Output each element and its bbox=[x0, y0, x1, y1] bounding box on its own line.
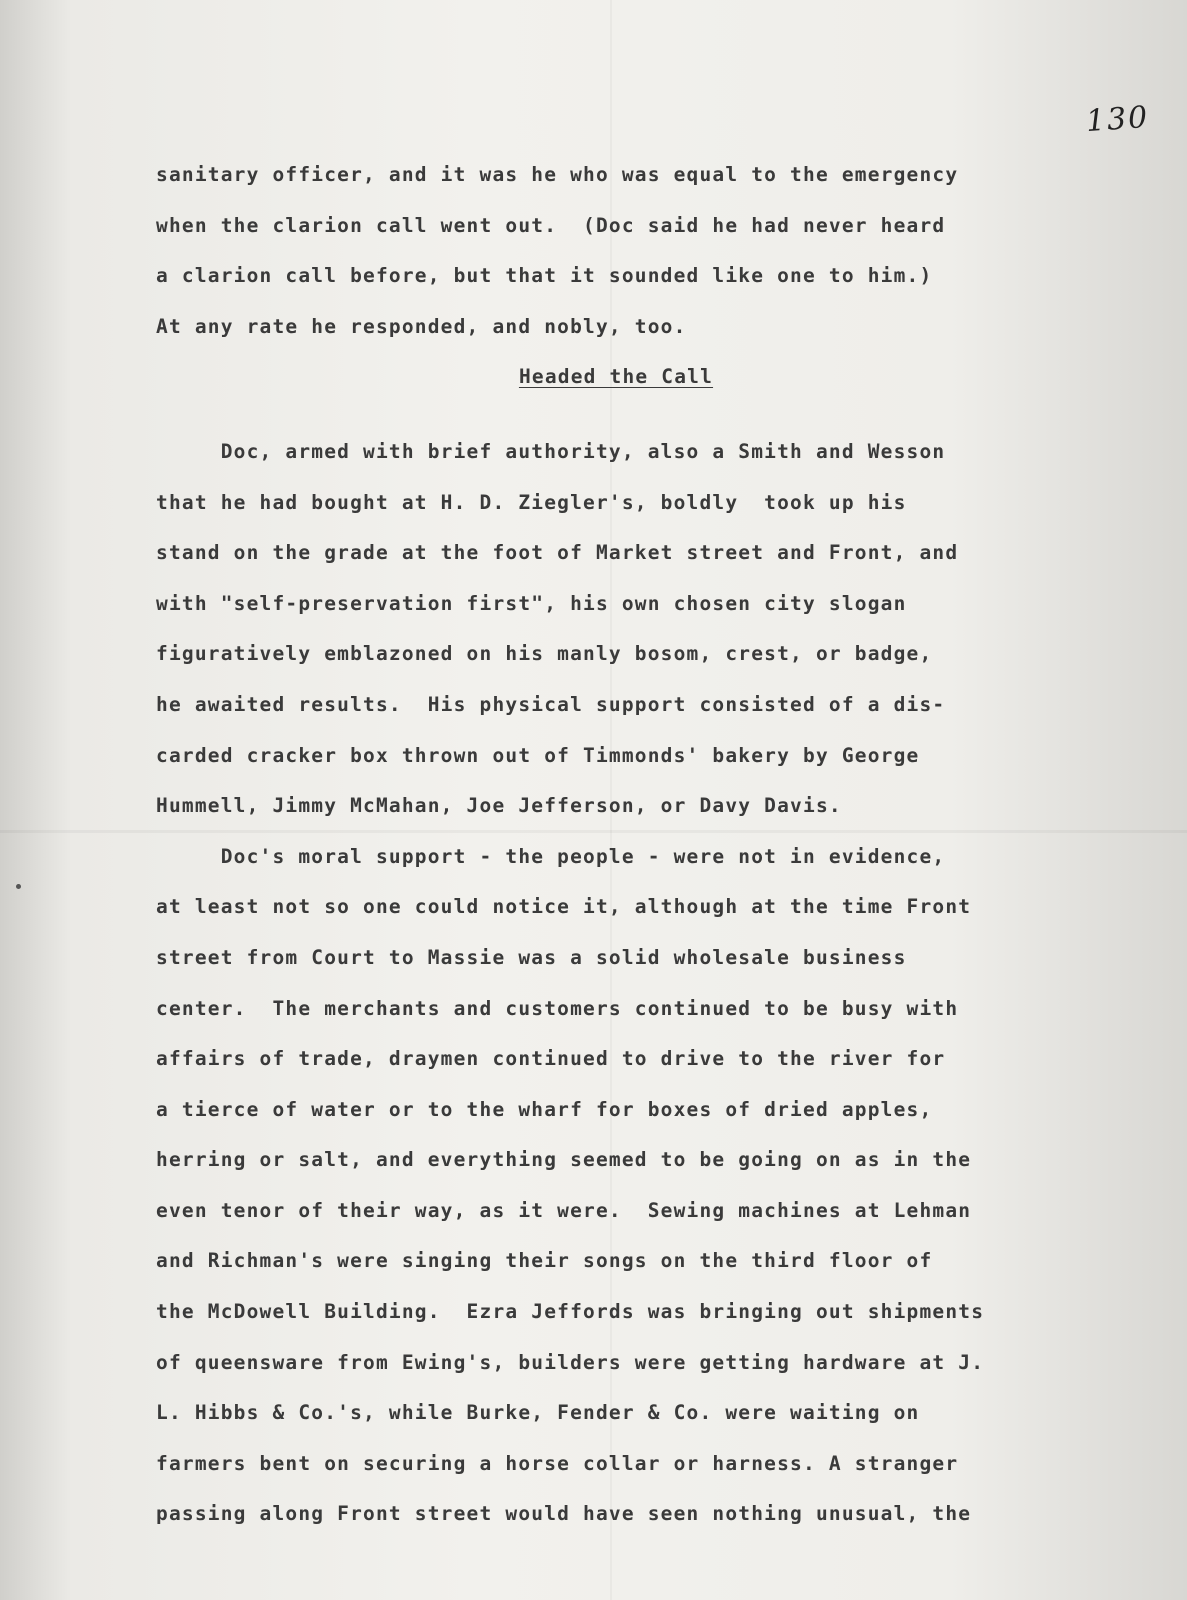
text-line: even tenor of their way, as it were. Sewing machines at Lehman bbox=[156, 1198, 972, 1222]
text-line: Doc, armed with brief authority, also a Smith and Wesson bbox=[156, 439, 946, 463]
text-line: at least not so one could notice it, although at the time Front bbox=[156, 895, 972, 919]
text-line: At any rate he responded, and nobly, too. bbox=[156, 314, 687, 338]
text-line: a tierce of water or to the wharf for boxes of dried apples, bbox=[156, 1097, 933, 1121]
text-line: carded cracker box thrown out of Timmonds' bakery by George bbox=[156, 743, 920, 767]
text-line: figuratively emblazoned on his manly bosom, crest, or badge, bbox=[156, 642, 933, 666]
text-line: affairs of trade, draymen continued to drive to the river for bbox=[156, 1047, 946, 1071]
text-line: and Richman's were singing their songs on the third floor of bbox=[156, 1249, 933, 1273]
page-number: 130 bbox=[1084, 99, 1151, 140]
text-line: that he had bought at H. D. Ziegler's, boldly took up his bbox=[156, 490, 907, 514]
text-line: Hummell, Jimmy McMahan, Joe Jefferson, or Davy Davis. bbox=[156, 794, 842, 818]
margin-mark bbox=[16, 884, 21, 889]
text-line: of queensware from Ewing's, builders were getting hardware at J. bbox=[156, 1350, 985, 1374]
text-line: passing along Front street would have seen nothing unusual, the bbox=[156, 1502, 972, 1526]
text-line: when the clarion call went out. (Doc said he had never heard bbox=[156, 213, 946, 237]
section-heading: Headed the Call bbox=[518, 365, 714, 389]
text-line: center. The merchants and customers continued to be busy with bbox=[156, 996, 959, 1020]
text-line: street from Court to Massie was a solid wholesale business bbox=[156, 945, 907, 969]
text-line: sanitary officer, and it was he who was equal to the emergency bbox=[156, 163, 959, 186]
text-line: stand on the grade at the foot of Market street and Front, and bbox=[156, 541, 959, 565]
text-line: the McDowell Building. Ezra Jeffords was bringing out shipments bbox=[156, 1300, 985, 1324]
text-line: Doc's moral support - the people - were not in evidence, bbox=[156, 844, 946, 868]
text-line: L. Hibbs & Co.'s, while Burke, Fender & Co. were waiting on bbox=[156, 1401, 920, 1425]
text-line: with "self-preservation first", his own chosen city slogan bbox=[156, 591, 907, 615]
text-line: a clarion call before, but that it sounded like one to him.) bbox=[156, 264, 933, 288]
text-line: he awaited results. His physical support consisted of a dis- bbox=[156, 692, 946, 716]
document-body bbox=[156, 150, 1166, 1540]
text-line: farmers bent on securing a horse collar or harness. A stranger bbox=[156, 1451, 959, 1475]
text-line: herring or salt, and everything seemed to be going on as in the bbox=[156, 1148, 972, 1172]
